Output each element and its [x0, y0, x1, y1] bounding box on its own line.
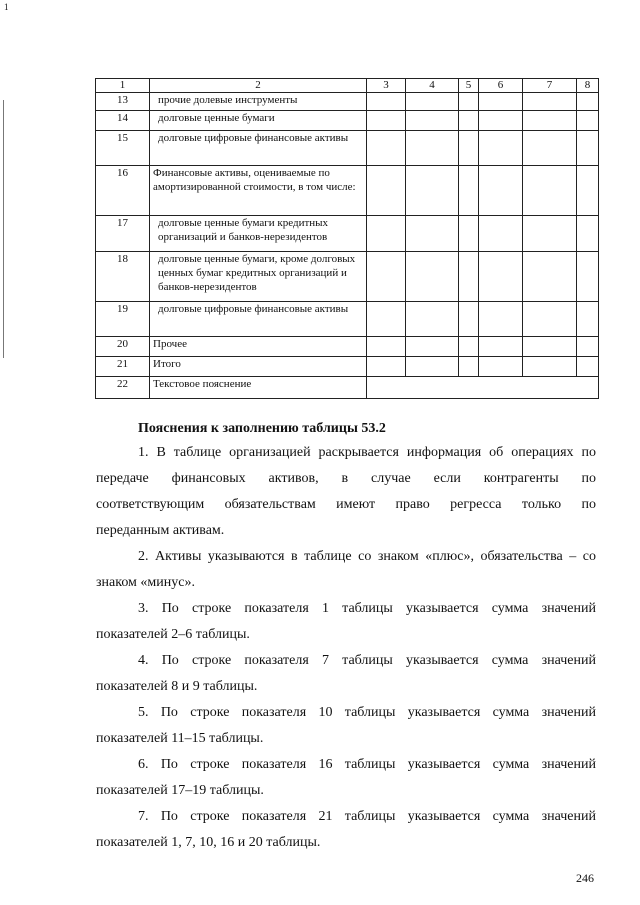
row-name: долговые ценные бумаги, кроме долговых ценных бумаг кредитных организаций и банков-нерезидентов — [150, 252, 367, 302]
table-row — [96, 111, 599, 131]
empty-cell — [459, 111, 479, 131]
table-header-row — [96, 79, 599, 93]
row-name: Прочее — [150, 337, 367, 357]
empty-cell — [459, 166, 479, 216]
header-cell: 2 — [150, 79, 367, 93]
empty-cell — [367, 216, 406, 252]
empty-cell — [523, 111, 577, 131]
empty-cell — [406, 357, 459, 377]
row-number: 18 — [96, 252, 150, 302]
empty-cell — [459, 93, 479, 111]
empty-cell — [406, 166, 459, 216]
note-line: 3. По строке показателя 1 таблицы указывается сумма значений — [138, 601, 596, 616]
empty-cell — [406, 302, 459, 337]
empty-cell — [367, 111, 406, 131]
header-cell: 8 — [577, 79, 599, 93]
empty-cell — [479, 302, 523, 337]
empty-cell — [479, 111, 523, 131]
empty-cell — [523, 166, 577, 216]
table-row — [96, 377, 599, 399]
empty-cell — [523, 93, 577, 111]
empty-cell — [459, 131, 479, 166]
note-line: показателей 11–15 таблицы. — [96, 731, 264, 746]
empty-cell — [406, 93, 459, 111]
header-cell: 7 — [523, 79, 577, 93]
empty-cell — [479, 216, 523, 252]
empty-cell — [367, 131, 406, 166]
header-cell: 6 — [479, 79, 523, 93]
header-cell: 1 — [96, 79, 150, 93]
table-row — [96, 337, 599, 357]
table-row — [96, 302, 599, 337]
note-line: 2. Активы указываются в таблице со знаком «плюс», обязательства – со — [138, 549, 596, 564]
note-line: показателей 17–19 таблицы. — [96, 783, 264, 798]
empty-cell — [577, 216, 599, 252]
notes-heading: Пояснения к заполнению таблицы 53.2 — [138, 421, 386, 436]
text-explanation-cell — [367, 377, 599, 399]
note-line: 6. По строке показателя 16 таблицы указывается сумма значений — [138, 757, 596, 772]
row-number: 22 — [96, 377, 150, 399]
empty-cell — [523, 337, 577, 357]
note-line: 5. По строке показателя 10 таблицы указывается сумма значений — [138, 705, 596, 720]
row-number: 14 — [96, 111, 150, 131]
empty-cell — [479, 252, 523, 302]
note-paragraph-1 — [96, 440, 596, 544]
empty-cell — [367, 337, 406, 357]
table-row — [96, 166, 599, 216]
note-line: показателей 2–6 таблицы. — [96, 627, 250, 642]
note-line: показателей 1, 7, 10, 16 и 20 таблицы. — [96, 835, 321, 850]
empty-cell — [577, 93, 599, 111]
empty-cell — [367, 166, 406, 216]
row-name: долговые ценные бумаги кредитных организаций и банков-нерезидентов — [150, 216, 367, 252]
note-line: соответствующим обязательствам имеют право регресса только по — [96, 497, 596, 512]
empty-cell — [479, 166, 523, 216]
empty-cell — [523, 252, 577, 302]
header-cell: 3 — [367, 79, 406, 93]
note-line: 7. По строке показателя 21 таблицы указывается сумма значений — [138, 809, 596, 824]
empty-cell — [367, 302, 406, 337]
row-number: 17 — [96, 216, 150, 252]
row-name: долговые ценные бумаги — [150, 111, 367, 131]
table-row — [96, 93, 599, 111]
empty-cell — [577, 302, 599, 337]
empty-cell — [406, 111, 459, 131]
note-paragraph-3 — [96, 596, 596, 648]
empty-cell — [577, 337, 599, 357]
empty-cell — [367, 252, 406, 302]
table-row — [96, 216, 599, 252]
data-table — [95, 78, 599, 399]
row-number: 19 — [96, 302, 150, 337]
empty-cell — [577, 131, 599, 166]
empty-cell — [523, 216, 577, 252]
header-cell: 5 — [459, 79, 479, 93]
empty-cell — [459, 357, 479, 377]
empty-cell — [577, 111, 599, 131]
empty-cell — [459, 337, 479, 357]
row-number: 16 — [96, 166, 150, 216]
row-name: долговые цифровые финансовые активы — [150, 131, 367, 166]
empty-cell — [577, 357, 599, 377]
note-paragraph-6 — [96, 752, 596, 804]
note-line: передаче финансовых активов, в случае если контрагенты по — [96, 471, 596, 486]
note-line: переданным активам. — [96, 523, 225, 538]
empty-cell — [459, 302, 479, 337]
empty-cell — [406, 131, 459, 166]
empty-cell — [406, 216, 459, 252]
row-number: 15 — [96, 131, 150, 166]
note-line: знаком «минус». — [96, 575, 195, 590]
note-line: 4. По строке показателя 7 таблицы указывается сумма значений — [138, 653, 596, 668]
row-name: долговые цифровые финансовые активы — [150, 302, 367, 337]
empty-cell — [459, 252, 479, 302]
empty-cell — [523, 131, 577, 166]
note-paragraph-4 — [96, 648, 596, 700]
empty-cell — [577, 166, 599, 216]
row-number: 21 — [96, 357, 150, 377]
corner-mark: 1 — [4, 2, 9, 12]
note-line: 1. В таблице организацией раскрывается информация об операциях по — [138, 445, 596, 460]
note-line: показателей 8 и 9 таблицы. — [96, 679, 258, 694]
empty-cell — [479, 357, 523, 377]
empty-cell — [523, 357, 577, 377]
row-name: Текстовое пояснение — [150, 377, 367, 399]
empty-cell — [523, 302, 577, 337]
margin-line — [3, 100, 4, 358]
empty-cell — [479, 337, 523, 357]
empty-cell — [479, 93, 523, 111]
table-row — [96, 357, 599, 377]
table-row — [96, 252, 599, 302]
row-number: 20 — [96, 337, 150, 357]
header-cell: 4 — [406, 79, 459, 93]
empty-cell — [459, 216, 479, 252]
empty-cell — [406, 337, 459, 357]
table-row — [96, 131, 599, 166]
row-name: Финансовые активы, оцениваемые по амортизированной стоимости, в том числе: — [150, 166, 367, 216]
page-number: 246 — [576, 871, 594, 885]
note-paragraph-5 — [96, 700, 596, 752]
note-paragraph-7 — [96, 804, 596, 856]
empty-cell — [406, 252, 459, 302]
empty-cell — [479, 131, 523, 166]
empty-cell — [577, 252, 599, 302]
note-paragraph-2 — [96, 544, 596, 596]
empty-cell — [367, 357, 406, 377]
row-number: 13 — [96, 93, 150, 111]
row-name: Итого — [150, 357, 367, 377]
empty-cell — [367, 93, 406, 111]
row-name: прочие долевые инструменты — [150, 93, 367, 111]
